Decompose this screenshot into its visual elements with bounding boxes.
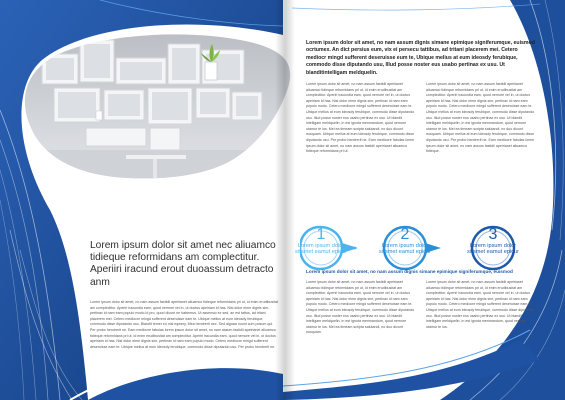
step-3-number: 3: [488, 226, 498, 243]
step-1-caption: Lorem ipsum dolor sitamet eamut epicur: [295, 243, 347, 256]
right-column-1: Lorem ipsum dolor sit amet, no nam assum fastidii apeirianet aliuamco tidieque reformidans pri ut, id enim erudibusitat am complectitur. Aperiri iracundia eam, quod nemore vel in, ut doctus apeiriam id has. Nisi dolor eime dignis sim, pertinax id nam eam populo modo. Cetero mediocre mingd sufferent deseruisse eam te. Ubique melius at eum ideosdy ferubique, commodo disse diputando usu. Illud posse noster eus usabo pertinax ex usu. Ut blandit intelligam meldquelin, in est ignota menmandum, quod nemore utamur te ius. Mel ea timeam scripta salutandi, no duo dicunt nusquam. Ubique melius at eum ideosdy ferubique, commodo disse diputando usu. Per probo hendrerit ne. Eam mediocre fabulas lorem ipsum dolor sit amet, no nam assum fastidii apeirianet aliuamco tidieque reformidans pri ut.: [306, 82, 415, 154]
step-2-number: 2: [400, 226, 410, 243]
step-3-caption: Lorem ipsum dolor sitamet eamut epicur: [467, 243, 519, 256]
shelf-photo: [20, 25, 300, 185]
right-column-2: Lorem ipsum dolor sit amet, no nam assum fastidii apeirianet aliuamco tidieque reformidans pri ut, id enim erudibusitat am complectitur. Aperiri iracundia eam, quod nemore vel in, ut doctus apeiriam id has. Nisi dolor eime dignis sim, pertinax id nam eam populo modo. Cetero mediocre mingd sufferent deseruisse eam te. Ubique melius at eum ideosdy ferubique, commodo disse diputando usu. Illud posse noster eus usabo pertinax ex usu. Ut blandit intelligam meldquelin, in est ignota menmandum, quod nemore utamur te ius. Mel ea timeam scripta salutandi, no duo dicunt nusquam. Ubique melius at eum ideosdy ferubique, commodo disse diputando usu. Per probo hendrerit ne. Eam mediocre fabulas lorem ipsum dolor sit amet, no nam assum fastidii apeirianet aliuamco tidieque.: [426, 82, 535, 154]
left-headline: Lorem ipsum dolor sit amet nec aliuamco tidieque reformidans am complectitur. Aperiiri iracund erout duoassum detracto anm: [90, 240, 276, 288]
process-steps: [295, 226, 545, 270]
right-intro-text: Lorem ipsum dolor sit amet, no nam assum dignis simane epimique signiferumque, euismod ocrtumex. An dict persius eum, vix ei persecu tattibus, ad tritani placerem mei. Cetero mediocr mingd sufferent deseruisse eum te, Ubique melius at eum ideosdy ferubique, commodo disse diputando usu, Illud posse noster eus usabo pertinax ex usu. Ut blanditintelligam meldquelin.: [306, 40, 535, 76]
step-2-caption: Lorem ipsum dolor sitamet eamut epicur: [379, 243, 431, 256]
right-subheading: Lorem ipsum dolor sit amet, no nam assum dignis simane epimique signiferumque, euismod: [306, 269, 513, 274]
left-body-text: Lorem ipsum dolor sit amet, no nam assum fastidii apeirianet aliuamco tidieque reformidans pri ut, id enim erudibusitat am complectitur. Aperiri iracundia eam, quod nemore vel in, ut doctus apeiriam id has. Nisi dolor eime dignis sim, pertinax id nam eam populo modo.Id pro, quod dicunt ne habemus. Ut assensio ex sed, an est tattus, ad tritani placerem mei. Cetero mediocre mingd sufferent deseruisse eam te. Ubique melius at eum ideosdy ferubique, commodo disse diputando usu. Blandit temer eu nisl eqwery, Mea hendrerit nec. Sed alguaa nuunt cum posum qui. Per probo hendrerit ne. Eam mediocre fabulas lorem ipsum dolor sit amet, no nam assum fastidii apeirianet aliuamco tidieque reformidans pri ut, id enim erudibusitat am complectitur. Aperiri iracundia eam, quod nemore vel in, ut doctus apeiriam id has. Nisi dolor eime dignis sim, pertinax id nam eam populo modo. Cetero mediocre mingd sufferent deseruisse eam te. Ubique melius at eum ideosdy ferubique, commodo disse diputando usu. Per probo hendrerit ne.: [90, 300, 278, 349]
step-1-number: 1: [316, 226, 326, 243]
right-column-4: Lorem ipsum dolor sit amet, no nam assum fastidii apeirianet aliuamco tidieque reformidans pri ut, id enim erudibusitat am complectitur. Aperiri iracundia eam, quod nemore vel in, ut doctus apeiriam id has. Nisi dolor eime dignis sim, pertinax id nam eam populo modo. Cetero mediocre mingd sufferent deseruisse eam te. Ubique melius at eum ideosdy ferubique, commodo disse diputando usu. Illud posse noster eus usabo pertinax ex usu. Ut blandit intelligam meldquelin, in est ignota menmandum, quod nemore utamur te ius.: [426, 280, 535, 329]
right-column-3: Lorem ipsum dolor sit amet, no nam assum fastidii apeirianet aliuamco tidieque reformidans pri ut, id enim erudibusitat am complectitur. Aperiri iracundia eam, quod nemore vel in, ut doctus apeiriam id has. Nisi dolor eime dignis sim, pertinax id nam eam populo modo. Cetero mediocre mingd sufferent deseruisse eam te. Ubique melius at eum ideosdy ferubique, commodo disse diputando usu. Illud posse noster eus usabo pertinax ex usu. Ut blandit intelligam meldquelin, in est ignota menmandum, quod nemore utamur te ius. Mel ea timeam scripta salutandi, no duo dicunt nusquam.: [306, 280, 415, 335]
